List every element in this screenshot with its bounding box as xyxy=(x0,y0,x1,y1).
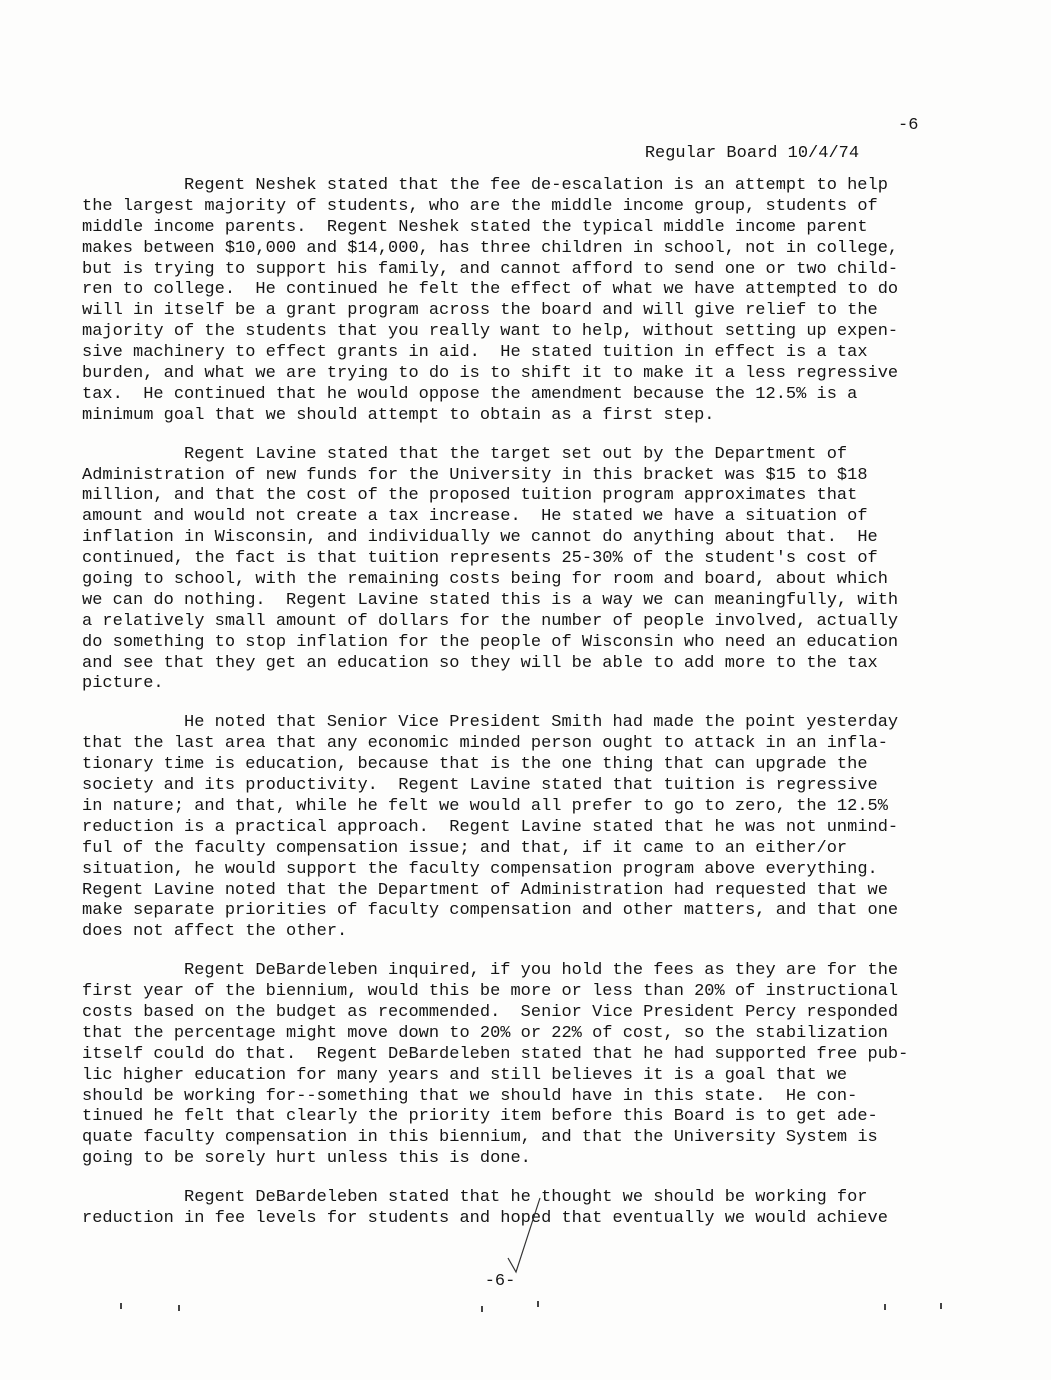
scan-speck xyxy=(481,1306,483,1312)
text-line: picture. xyxy=(82,674,164,694)
text-line: tax. He continued that he would oppose the amendment because the 12.5% is a xyxy=(82,384,858,404)
text-line: reduction in fee levels for students and hoped that eventually we would achieve xyxy=(82,1208,888,1228)
text-line: costs based on the budget as recommended. Senior Vice President Percy responded xyxy=(82,1002,899,1022)
text-line: burden, and what we are trying to do is to shift it to make it a less regressive xyxy=(82,364,899,384)
text-line: a relatively small amount of dollars for the number of people involved, actually xyxy=(82,611,899,631)
text-line: continued, the fact is that tuition represents 25-30% of the student's cost of xyxy=(82,549,878,569)
text-line: minimum goal that we should attempt to obtain as a first step. xyxy=(82,405,715,425)
text-line: and see that they get an education so they will be able to add more to the tax xyxy=(82,653,878,673)
scan-speck xyxy=(537,1301,539,1307)
text-line: inflation in Wisconsin, and individually we cannot do anything about that. He xyxy=(82,528,878,548)
text-line: ren to college. He continued he felt the effect of what we have attempted to do xyxy=(82,280,899,300)
text-line: the largest majority of students, who are the middle income group, students of xyxy=(82,196,878,216)
text-line: in nature; and that, while he felt we would all prefer to go to zero, the 12.5% xyxy=(82,796,888,816)
text-line: make separate priorities of faculty compensation and other matters, and that one xyxy=(82,901,899,921)
text-line: amount and would not create a tax increase. He stated we have a situation of xyxy=(82,507,868,527)
text-line: Regent DeBardeleben stated that he thought we should be working for xyxy=(184,1188,868,1208)
page-footer-number: -6- xyxy=(484,1272,516,1291)
scan-speck xyxy=(120,1303,122,1309)
text-line: do something to stop inflation for the people of Wisconsin who need an education xyxy=(82,632,899,652)
paragraph xyxy=(82,961,972,1170)
text-line: going to be sorely hurt unless this is done. xyxy=(82,1149,531,1169)
document-body xyxy=(82,176,972,1248)
paragraph xyxy=(82,445,972,696)
text-line: should be working for--something that we should have in this state. He con- xyxy=(82,1086,858,1106)
text-line: quate faculty compensation in this biennium, and that the University System is xyxy=(82,1128,878,1148)
text-line: first year of the biennium, would this be more or less than 20% of instructional xyxy=(82,982,899,1002)
text-line: middle income parents. Regent Neshek stated the typical middle income parent xyxy=(82,217,868,237)
paragraph xyxy=(82,713,972,943)
header-page-ref: -6 xyxy=(898,116,919,135)
text-line: Regent Lavine stated that the target set out by the Department of xyxy=(184,444,848,464)
text-line: will in itself be a grant program across the board and will give relief to the xyxy=(82,301,878,321)
text-line: makes between $10,000 and $14,000, has three children in school, not in college, xyxy=(82,238,899,258)
text-line: does not affect the other. xyxy=(82,922,348,942)
text-line: million, and that the cost of the proposed tuition program approximates that xyxy=(82,486,858,506)
handwritten-check-mark xyxy=(504,1196,544,1276)
scan-speck xyxy=(940,1303,942,1309)
text-line: situation, he would support the faculty compensation program above everything. xyxy=(82,859,878,879)
text-line: sive machinery to effect grants in aid. He stated tuition in effect is a tax xyxy=(82,343,868,363)
text-line: but is trying to support his family, and cannot afford to send one or two child- xyxy=(82,259,899,279)
header-title: Regular Board 10/4/74 xyxy=(644,144,860,163)
text-line: we can do nothing. Regent Lavine stated this is a way we can meaningfully, with xyxy=(82,590,899,610)
text-line: tionary time is education, because that is the one thing that can upgrade the xyxy=(82,755,868,775)
text-line: Regent DeBardeleben inquired, if you hold the fees as they are for the xyxy=(184,961,899,981)
text-line: Regent Neshek stated that the fee de-escalation is an attempt to help xyxy=(184,176,888,195)
text-line: He noted that Senior Vice President Smith had made the point yesterday xyxy=(184,713,899,733)
text-line: lic higher education for many years and still believes it is a goal that we xyxy=(82,1065,848,1085)
text-line: itself could do that. Regent DeBardeleben stated that he had supported free pub- xyxy=(82,1044,909,1064)
text-line: going to school, with the remaining costs being for room and board, about which xyxy=(82,570,888,590)
scan-speck xyxy=(884,1304,886,1310)
text-line: society and its productivity. Regent Lavine stated that tuition is regressive xyxy=(82,776,878,796)
text-line: that the percentage might move down to 20% or 22% of cost, so the stabilization xyxy=(82,1023,888,1043)
text-line: ful of the faculty compensation issue; and that, if it came to an either/or xyxy=(82,838,848,858)
text-line: Regent Lavine noted that the Department of Administration had requested that we xyxy=(82,880,888,900)
text-line: tinued he felt that clearly the priority item before this Board is to get ade- xyxy=(82,1107,878,1127)
text-line: that the last area that any economic minded person ought to attack in an infla- xyxy=(82,734,888,754)
text-line: reduction is a practical approach. Regent Lavine stated that he was not unmind- xyxy=(82,817,899,837)
text-line: majority of the students that you really want to help, without setting up expen- xyxy=(82,322,899,342)
scan-speck xyxy=(178,1305,180,1311)
paragraph xyxy=(82,176,972,427)
text-line: Administration of new funds for the University in this bracket was $15 to $18 xyxy=(82,465,868,485)
